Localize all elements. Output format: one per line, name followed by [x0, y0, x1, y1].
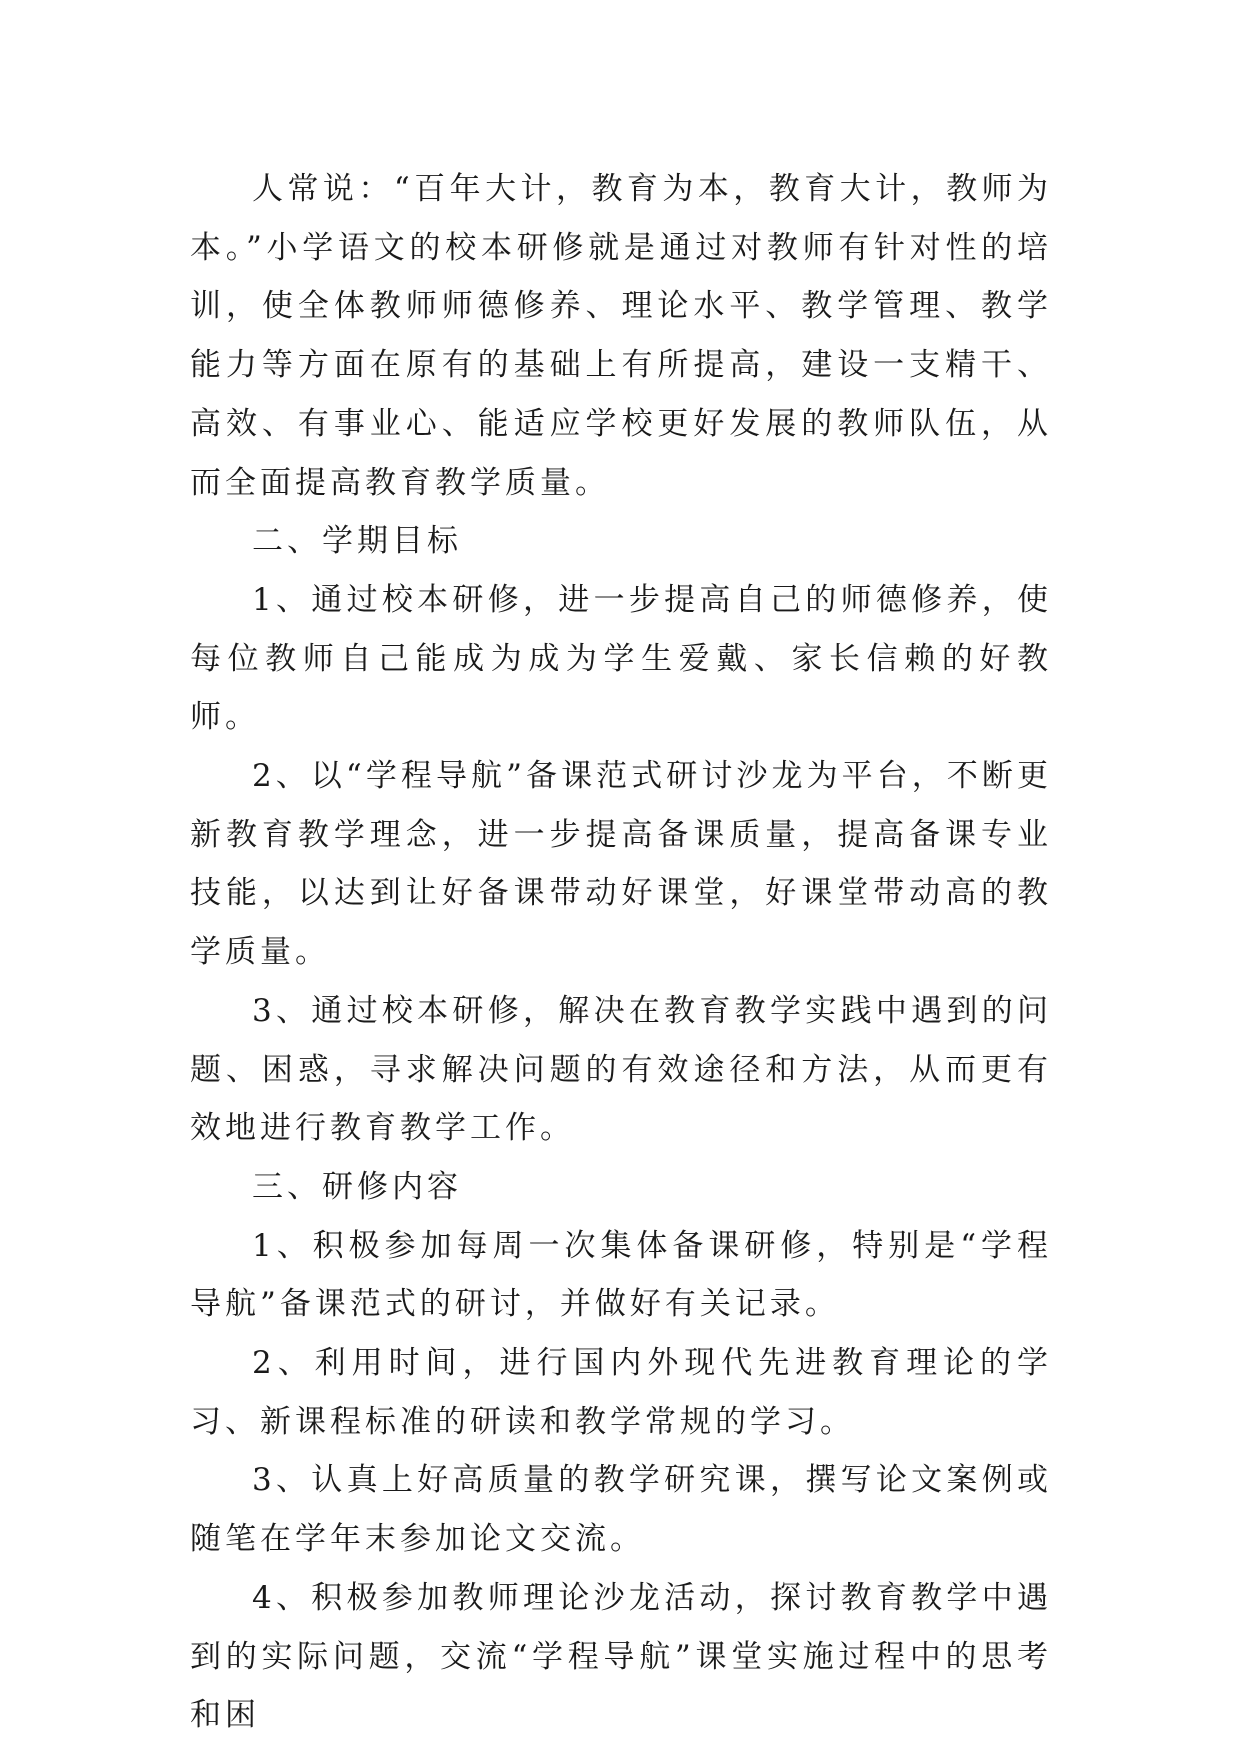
list-item: 2、利用时间，进行国内外现代先进教育理论的学习、新课程标准的研读和教学常规的学习。 [190, 1345, 1052, 1440]
list-item: 3、通过校本研修，解决在教育教学实践中遇到的问题、困惑，寻求解决问题的有效途径和方法，从而更有效地进行教育教学工作。 [190, 992, 1052, 1147]
list-item: 4、积极参加教师理论沙龙活动，探讨教育教学中遇到的实际问题，交流“学程导航”课堂实施过程中的思考和困 [190, 1579, 1052, 1734]
list-item: 1、积极参加每周一次集体备课研修，特别是“学程导航”备课范式的研讨，并做好有关记录。 [190, 1227, 1052, 1323]
list-item: 1、通过校本研修，进一步提高自己的师德修养，使每位教师自己能成为成为学生爱戴、家长信赖的好教师。 [190, 581, 1052, 736]
section-heading: 二、学期目标 [252, 523, 462, 560]
document-page [190, 160, 1052, 1745]
section-heading: 三、研修内容 [252, 1168, 462, 1205]
list-item: 3、认真上好高质量的教学研究课，撰写论文案例或随笔在学年末参加论文交流。 [190, 1462, 1052, 1558]
body-paragraph: 人常说：“百年大计，教育为本，教育大计，教师为本。”小学语文的校本研修就是通过对教师有针对性的培训，使全体教师师德修养、理论水平、教学管理、教学能力等方面在原有的基础上有所提高，建设一支精干、高效、有事业心、能适应学校更好发展的教师队伍，从而全面提高教育教学质量。 [190, 171, 1052, 501]
list-item: 2、以“学程导航”备课范式研讨沙龙为平台，不断更新教育教学理念，进一步提高备课质量，提高备课专业技能，以达到让好备课带动好课堂，好课堂带动高的教学质量。 [190, 758, 1052, 971]
